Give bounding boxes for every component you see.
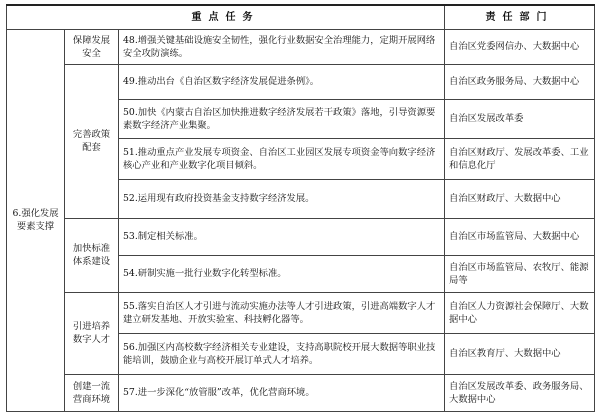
task-table <box>6 4 595 412</box>
task-cell: 54.研制实施一批行业数字化转型标准。 <box>119 255 445 292</box>
dept-cell: 自治区市场监管局、农牧厅、能源局等 <box>445 255 595 292</box>
dept-cell: 自治区政务服务局、大数据中心 <box>445 64 595 99</box>
table-row <box>7 64 595 99</box>
header-task: 重点任务 <box>7 5 445 29</box>
dept-cell: 自治区财政厅、大数据中心 <box>445 179 595 218</box>
dept-cell: 自治区发展改革委 <box>445 99 595 138</box>
task-cell: 55.落实自治区人才引进与流动实施办法等人才引进政策，引进高端数字人才建立研发基地、开放实验室、科技孵化器等。 <box>119 292 445 333</box>
table-row <box>7 292 595 333</box>
task-cell: 56.加强区内高校数字经济相关专业建设，支持高职院校开展大数据等职业技能培训，鼓励企业与高校开展订单式人才培养。 <box>119 333 445 374</box>
dept-cell: 自治区发展改革委、政务服务局、大数据中心 <box>445 374 595 411</box>
task-cell: 49.推动出台《自治区数字经济发展促进条例》。 <box>119 64 445 99</box>
task-cell: 53.制定相关标准。 <box>119 218 445 255</box>
task-cell: 50.加快《内蒙古自治区加快推进数字经济发展若干政策》落地，引导资源要素数字经济产业集聚。 <box>119 99 445 138</box>
header-dept: 责任部门 <box>445 5 595 29</box>
subcategory-cell: 加快标准体系建设 <box>65 218 119 292</box>
subcategory-cell: 完善政策配套 <box>65 64 119 218</box>
subcategory-cell: 引进培养数字人才 <box>65 292 119 374</box>
task-cell: 57.进一步深化“放管服”改革，优化营商环境。 <box>119 374 445 411</box>
dept-cell: 自治区党委网信办、大数据中心 <box>445 29 595 64</box>
dept-cell: 自治区财政厅、发展改革委、工业和信息化厅 <box>445 138 595 179</box>
task-cell: 48.增强关键基础设施安全韧性，强化行业数据安全治理能力，定期开展网络安全攻防演练。 <box>119 29 445 64</box>
subcategory-cell: 创建一流营商环境 <box>65 374 119 411</box>
task-cell: 51.推动重点产业发展专项资金、自治区工业园区发展专项资金等向数字经济核心产业和产业数字化项目倾斜。 <box>119 138 445 179</box>
dept-cell: 自治区市场监管局、大数据中心 <box>445 218 595 255</box>
table-row <box>7 218 595 255</box>
task-cell: 52.运用现有政府投资基金支持数字经济发展。 <box>119 179 445 218</box>
subcategory-cell: 保障发展安全 <box>65 29 119 64</box>
dept-cell: 自治区人力资源社会保障厅、大数据中心 <box>445 292 595 333</box>
table-row <box>7 29 595 64</box>
category-cell: 6.强化发展要素支撑 <box>7 29 65 411</box>
dept-cell: 自治区教育厅、大数据中心 <box>445 333 595 374</box>
header-row <box>7 5 595 29</box>
table-row <box>7 374 595 411</box>
